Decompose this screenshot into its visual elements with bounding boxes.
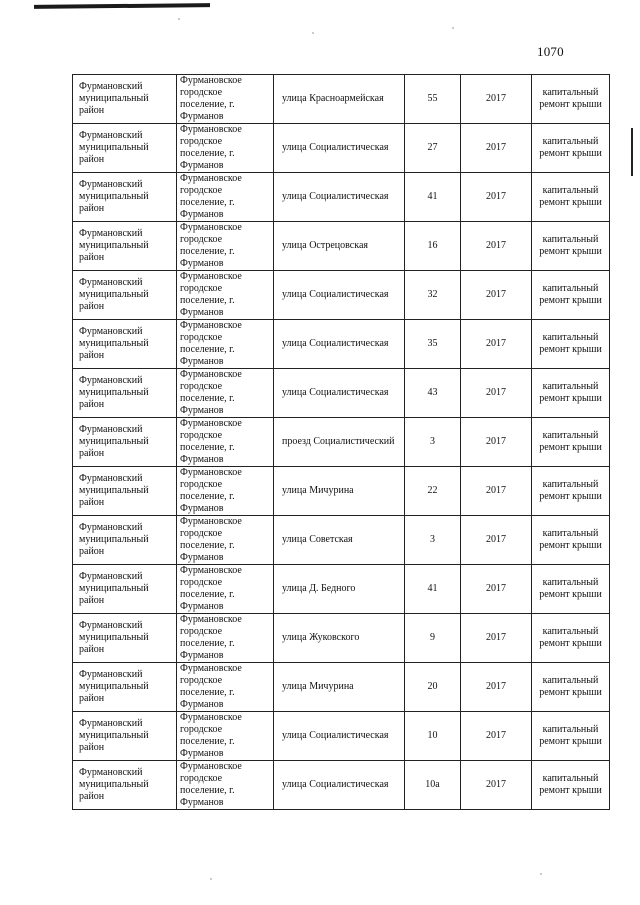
scan-speck (178, 18, 180, 20)
year-cell: 2017 (461, 124, 532, 173)
district-cell: Фурмановский муниципальный район (73, 761, 177, 810)
repair-registry-table (72, 74, 610, 810)
district-cell: Фурмановский муниципальный район (73, 75, 177, 124)
table-row (73, 75, 610, 124)
settlement-cell: Фурмановское городское поселение, г. Фурманов (177, 75, 274, 124)
work-type-cell: капитальный ремонт крыши (532, 712, 610, 761)
work-type-cell: капитальный ремонт крыши (532, 124, 610, 173)
work-type-cell: капитальный ремонт крыши (532, 222, 610, 271)
street-cell: улица Мичурина (274, 663, 405, 712)
district-cell: Фурмановский муниципальный район (73, 320, 177, 369)
year-cell: 2017 (461, 565, 532, 614)
street-cell: улица Социалистическая (274, 271, 405, 320)
year-cell: 2017 (461, 320, 532, 369)
settlement-cell: Фурмановское городское поселение, г. Фурманов (177, 320, 274, 369)
year-cell: 2017 (461, 222, 532, 271)
table-row (73, 320, 610, 369)
district-cell: Фурмановский муниципальный район (73, 124, 177, 173)
work-type-cell: капитальный ремонт крыши (532, 565, 610, 614)
house-number-cell: 27 (405, 124, 461, 173)
settlement-cell: Фурмановское городское поселение, г. Фурманов (177, 516, 274, 565)
year-cell: 2017 (461, 173, 532, 222)
work-type-cell: капитальный ремонт крыши (532, 418, 610, 467)
settlement-cell: Фурмановское городское поселение, г. Фурманов (177, 369, 274, 418)
work-type-cell: капитальный ремонт крыши (532, 663, 610, 712)
year-cell: 2017 (461, 712, 532, 761)
district-cell: Фурмановский муниципальный район (73, 467, 177, 516)
work-type-cell: капитальный ремонт крыши (532, 761, 610, 810)
work-type-cell: капитальный ремонт крыши (532, 369, 610, 418)
year-cell: 2017 (461, 369, 532, 418)
street-cell: улица Социалистическая (274, 369, 405, 418)
street-cell: улица Социалистическая (274, 761, 405, 810)
work-type-cell: капитальный ремонт крыши (532, 516, 610, 565)
year-cell: 2017 (461, 271, 532, 320)
table-row (73, 271, 610, 320)
year-cell: 2017 (461, 467, 532, 516)
table-row (73, 467, 610, 516)
settlement-cell: Фурмановское городское поселение, г. Фурманов (177, 418, 274, 467)
settlement-cell: Фурмановское городское поселение, г. Фурманов (177, 173, 274, 222)
district-cell: Фурмановский муниципальный район (73, 516, 177, 565)
work-type-cell: капитальный ремонт крыши (532, 75, 610, 124)
settlement-cell: Фурмановское городское поселение, г. Фурманов (177, 663, 274, 712)
street-cell: улица Социалистическая (274, 173, 405, 222)
house-number-cell: 22 (405, 467, 461, 516)
registry-body (73, 75, 610, 810)
district-cell: Фурмановский муниципальный район (73, 565, 177, 614)
table-row (73, 124, 610, 173)
house-number-cell: 43 (405, 369, 461, 418)
settlement-cell: Фурмановское городское поселение, г. Фурманов (177, 467, 274, 516)
street-cell: улица Социалистическая (274, 320, 405, 369)
year-cell: 2017 (461, 761, 532, 810)
year-cell: 2017 (461, 418, 532, 467)
house-number-cell: 20 (405, 663, 461, 712)
year-cell: 2017 (461, 663, 532, 712)
table-row (73, 761, 610, 810)
house-number-cell: 10 (405, 712, 461, 761)
year-cell: 2017 (461, 516, 532, 565)
house-number-cell: 10а (405, 761, 461, 810)
work-type-cell: капитальный ремонт крыши (532, 614, 610, 663)
table-row (73, 222, 610, 271)
work-type-cell: капитальный ремонт крыши (532, 467, 610, 516)
street-cell: улица Острецовская (274, 222, 405, 271)
settlement-cell: Фурмановское городское поселение, г. Фурманов (177, 124, 274, 173)
work-type-cell: капитальный ремонт крыши (532, 173, 610, 222)
settlement-cell: Фурмановское городское поселение, г. Фурманов (177, 712, 274, 761)
house-number-cell: 3 (405, 516, 461, 565)
scan-speck (312, 32, 314, 34)
house-number-cell: 41 (405, 173, 461, 222)
table-row (73, 614, 610, 663)
scan-edge-mark (631, 128, 633, 176)
street-cell: улица Д. Бедного (274, 565, 405, 614)
page-number: 1070 (537, 44, 564, 59)
work-type-cell: капитальный ремонт крыши (532, 271, 610, 320)
scan-speck (452, 27, 454, 29)
district-cell: Фурмановский муниципальный район (73, 614, 177, 663)
district-cell: Фурмановский муниципальный район (73, 712, 177, 761)
year-cell: 2017 (461, 75, 532, 124)
settlement-cell: Фурмановское городское поселение, г. Фурманов (177, 222, 274, 271)
work-type-cell: капитальный ремонт крыши (532, 320, 610, 369)
street-cell: улица Социалистическая (274, 124, 405, 173)
street-cell: улица Мичурина (274, 467, 405, 516)
district-cell: Фурмановский муниципальный район (73, 663, 177, 712)
street-cell: улица Социалистическая (274, 712, 405, 761)
street-cell: проезд Социалистический (274, 418, 405, 467)
settlement-cell: Фурмановское городское поселение, г. Фурманов (177, 614, 274, 663)
house-number-cell: 32 (405, 271, 461, 320)
house-number-cell: 3 (405, 418, 461, 467)
table-row (73, 418, 610, 467)
settlement-cell: Фурмановское городское поселение, г. Фурманов (177, 565, 274, 614)
house-number-cell: 41 (405, 565, 461, 614)
table-row (73, 565, 610, 614)
district-cell: Фурмановский муниципальный район (73, 369, 177, 418)
table-row (73, 712, 610, 761)
district-cell: Фурмановский муниципальный район (73, 222, 177, 271)
table-row (73, 173, 610, 222)
house-number-cell: 9 (405, 614, 461, 663)
street-cell: улица Жуковского (274, 614, 405, 663)
house-number-cell: 35 (405, 320, 461, 369)
table-row (73, 369, 610, 418)
house-number-cell: 55 (405, 75, 461, 124)
district-cell: Фурмановский муниципальный район (73, 418, 177, 467)
table-row (73, 516, 610, 565)
settlement-cell: Фурмановское городское поселение, г. Фурманов (177, 761, 274, 810)
house-number-cell: 16 (405, 222, 461, 271)
street-cell: улица Красноармейская (274, 75, 405, 124)
district-cell: Фурмановский муниципальный район (73, 271, 177, 320)
scan-top-line (34, 3, 210, 9)
street-cell: улица Советская (274, 516, 405, 565)
settlement-cell: Фурмановское городское поселение, г. Фурманов (177, 271, 274, 320)
table-row (73, 663, 610, 712)
scan-speck (210, 878, 212, 880)
district-cell: Фурмановский муниципальный район (73, 173, 177, 222)
year-cell: 2017 (461, 614, 532, 663)
scan-speck (540, 873, 542, 875)
